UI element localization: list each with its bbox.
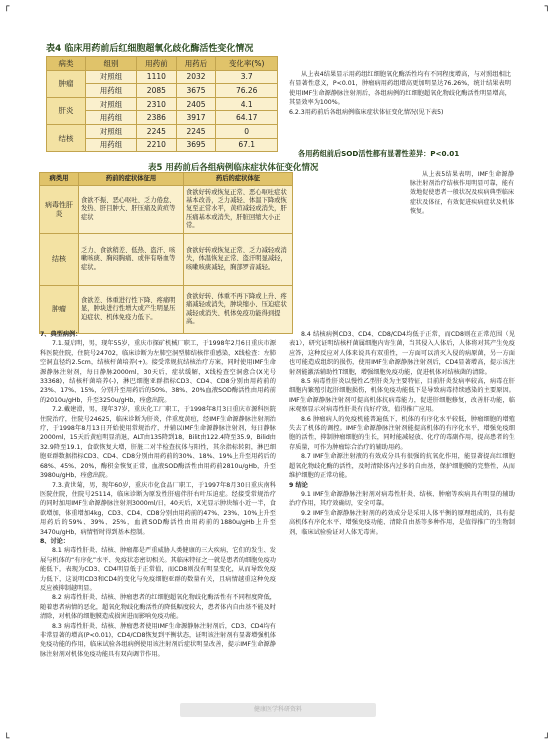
table-cell: 对照组 [86,124,137,138]
paragraph: 9.1 IMF生命源静脉注射剂对病毒性肝炎、结核、肿瘤等疾病具有明显的辅助治疗作用，其疗效确切，安全可靠。 [289,490,515,508]
table-cell: 食欲不振、恶心呕吐、乏力倦怠、发热、肝目肿大、肝压痛及黄疸等症状 [79,186,184,234]
table-cell: 2032 [176,70,216,84]
paragraph: 从上表4结果显示用药组红细胞氧化酶活性均有不同程度增高，与对照组相比有显著性意义，P<0.01，肿瘤病用药组增高更加明显达76.26%，统计结果表明使用IMF生命源静脉注射剂后，各组病例的红细胞超氧化物歧化酶活性明显增高，其显效率为100%。 [289,71,511,107]
table4-header: 用药前 [137,57,177,71]
crop-mark-bottom-left: └ [4,734,10,744]
table-cell: 67.1 [216,138,278,152]
table4-group: 肝炎 [47,97,86,124]
footer-banner [180,703,376,717]
crop-mark-bottom-right: ┘ [544,734,550,744]
table-cell: 对照组 [86,97,137,111]
table5-header-row [40,173,293,186]
table4-header: 病类 [47,57,86,71]
table-cell: 食欲好转或恢复正常、乏力减轻或消失，体温恢复正常、盗汗明显减轻，咳嗽咳痰减轻，胸部罗音减轻。 [184,234,293,286]
table-cell: 食欲好转或恢复正常、恶心呕吐症状基本改善，乏力减轻、体温下降或恢复至正常水平，黄疸减轻或消失，肝压痛基本或消失，肝脏回缩大小正常。 [184,186,293,234]
paragraph: 7.3.黄世菊，男，现年60岁，重庆市化食品厂职工，于1997年8月30日重庆南科医院住院，住院号25114，临床诊断为原发性肝癌伴肝右叶压迫症。经接受常规治疗的同时加用IMF生命源静脉注射剂3000ml/日，40天后，X光显示肿块缩小近一半，食欲增加，体重增加4kg，CD3、CD4、CD8分别由用药前的47%、23%、10%上升至用药后的59%、39%、25%，血液SOD酶活性由用药前的1880u/gHb上升至3470u/gHb，病情暂时得到基本控制。 [40,481,276,536]
paragraph: 从上表5结果表明，IMF生命源静脉注射剂治疗结核作用明显可靠，能有效地促使患者一般状况及疾病典型临床症状及体征，有效促进疾病症状及机体恢复。 [410,171,514,215]
section-heading: 8、讨论： [40,537,70,545]
table-cell: 乏力、食欲稍差、低热、盗汗、咳嗽咳痰、胸闷胸痛、或伴有咯血等症状。 [79,234,184,286]
crop-mark-top-right: ┐ [544,2,550,12]
table-row [40,286,293,334]
paragraph: 8.5 病毒性肝炎以慢性乙型肝炎为主要特征，目前肝炎发病率较高，病毒在肝细胞内繁殖引起肝细胞损伤，机体免疫功能低下是导致病毒持续感染的主要原因。IMF生命源静脉注射剂可提高机体抗病毒能力，促进肝细胞修复，改善肝功能，临床观察显示对病毒性肝炎有良好疗效，值得推广应用。 [289,378,515,414]
table-cell: 1110 [137,70,177,84]
paragraph: 8.1 病毒性肝炎、结核、肿瘤都是严重威胁人类健康的三大疾病，它们的发生、发展与机体的“有序化”水平、免疫状态密切相关。其临床特征之一就是患者的细胞免疫功能低下，表现为CD3、CD4明显低于正常值，而CD8则没有明显变化，从而导致免疫力低下，这说明CD3和CD4的变化与免疫细胞亚群的数量有关，且病情越重这种免疫反应被抑制越明显。 [40,547,276,592]
table-cell: 3675 [176,84,216,98]
table-cell: 2245 [176,124,216,138]
table5-disease: 肿瘤 [40,286,79,334]
table5-title: 表5 用药前后各组病例临床症状体征变化情况 [148,163,319,173]
paragraph: 8.4 结核病例CD3、CD4、CD8/CD4均低于正常，而CD8则在正常范围（见表1），研究证明结核杆菌属细胞内寄生菌，当其侵入人体后，人体将对其产生免疫应答，这种反应对人体来说具有双重性，一方面可以消灭入侵的病原菌，另一方面也可能造成组织的损伤，使用IMF生命源静脉注射剂后，CD4显著增高，提示该注射剂能激活辅助性T细胞，增强细胞免疫功能，促进机体对结核菌的清除。 [289,331,515,376]
table4 [46,56,278,152]
right-top-text [289,70,511,117]
table4-group: 结核 [47,124,86,151]
table4-group: 肿瘤 [47,70,86,97]
table-cell: 2405 [176,97,216,111]
table-row [47,97,278,111]
table-row [40,234,293,286]
table5-significance-note: 各用药组前后SOD活性都有显著性差异：P<0.01 [298,149,460,158]
table4-header-row [47,57,278,71]
table4-header: 用药后 [176,57,216,71]
table4-title: 表4 临床用药前后红细胞超氧化歧化酶活性变化情况 [46,44,254,54]
table5 [39,172,293,334]
table-cell: 0 [216,124,278,138]
table5-header: 药后的症状体征 [184,173,293,186]
section-heading: 9 结论 [289,481,308,489]
table4-header: 组别 [86,57,137,71]
paragraph: 8.2 病毒性肝炎、结核、肿瘤患者的红细胞超氧化物歧化酶活性有不同程度降低，随着患者病情的恶化，超氧化物歧化酶活性的降低幅度较大，患者体内自由基不能及时清除，对机体的细胞膜造成损害进而影响免疫功能。 [40,594,276,621]
table-row [47,70,278,84]
table-cell: 3917 [176,111,216,125]
table-cell: 3.7 [216,70,278,84]
table5-disease: 病毒性肝炎 [40,186,79,234]
table-cell: 用药组 [86,138,137,152]
table5-header: 病类用 [40,173,79,186]
table-cell: 76.26 [216,84,278,98]
table-cell: 64.17 [216,111,278,125]
table-cell: 3695 [176,138,216,152]
paragraph: 8.6 肿瘤病人的免疫机能普遍低下，机体的有序化水平较低，肿瘤细胞的增殖失去了机体的调控。IMF生命源静脉注射剂能提高机体的有序化水平，增强免疫细胞的活性，抑制肿瘤细胞的生长，同时能减轻放、化疗的毒副作用，提高患者的生存质量，可作为肿瘤综合治疗的辅助用药。 [289,415,515,451]
table-row [47,124,278,138]
table-cell: 2310 [137,97,177,111]
paragraph: 9.2 IMF生命源静脉注射剂的药效成分是采用人体平衡的原理组成的，具有提高机体有序化水平、增强免疫功能、清除自由基等多种作用，是值得推广的生物制剂，临床试验验证对人体无毒害。 [289,509,515,536]
paragraph: 6.2.3用药前后各组病例临床症状体征变化情况(见下表5) [289,108,444,116]
section-heading: 7、典型病例： [40,331,82,338]
table5-disease: 结核 [40,234,79,286]
right-column [289,330,515,686]
table-cell: 4.1 [216,97,278,111]
left-column [40,330,276,686]
paragraph: 8.3 病毒性肝炎、结核、肿瘤患者使用IMF生命源静脉注射剂后，CD3、CD4均有非常显著的增高(P<0.01)，CD4/CD8恢复到平衡状态，证明该注射剂有显著增强机体免疫功能的作用，临床试验各组病例使用该注射剂后症状明显改善，提示IMF生命源静脉注射剂对机体免疫功能具有双向调节作用。 [40,622,276,658]
table-cell: 2386 [137,111,177,125]
paragraph: 7.1.聂启明，男，现年55岁，重庆市探矿机械厂职工，于1998年2月6日重庆市源科医院住院，住院号24702，临床诊断为左肺空洞型肺结核伴重感染，X线检查：左肺空洞直径约2.5cm，结核杆菌培养(+)。接受常规抗结核治疗方案，同时使用IMF生命源静脉注射剂，每日静脉2000ml，30天后，症状缓解，X线检查空洞愈合(X光号33368)，结核杆菌培养(-)，淋巴细胞亚群指标CD3、CD4、CD8分别由用药前的23%、17%、15%，分别升至用药后的50%、38%、20%血液SOD酶活性由用药前的2010u/gHb，升至3250u/gHb，痊愈出院。 [40,340,276,404]
table-cell: 食欲好转、体重不再下降或上升、疼痛减轻或消失，肿块缩小、压迫症状减轻或消失、机体免疫功能得到提高。 [184,286,293,334]
table-cell: 2210 [137,138,177,152]
table-row [40,186,293,234]
table-cell: 对照组 [86,70,137,84]
footer-text: 健康医学科研资料 [253,706,302,713]
table-cell: 食欲差、体重进行性下降、疼痛明显，肿块进行性增大或产生明显压迫症状、机体免疫力低下。 [79,286,184,334]
right-mid-text [410,170,514,216]
paragraph: 8.7 IMF生命源注射液的有效成分具有很强的抗氧化作用，能显著提高红细胞超氧化物歧化酶的活性，及时清除体内过多的自由基，保护细胞膜的完整性，从而维护细胞的正常功能。 [289,453,515,480]
crop-mark-top-left: ┌ [4,2,10,12]
paragraph: 7.2.戴建滑，男，现年37岁，重庆化工厂职工，于1998年8月3日重庆市源科医院住院治疗，住院号24625，临床诊断为肝炎，伴重度黄疸，经IMF生命源静脉注射剂治疗，于1998年8月13日开始使用常规治疗，并辅以IMF生命源静脉注射剂，每日静脉2000ml，15天后黄疸明显消退，ALT由135降到18，Bilit由122.4降至35.9，Bilid由32.9降至19.1，食欲恢复大增，肝脏二对半检查抗体与阳性，其余指标转阴，淋巴细胞亚群数据指标CD3、CD4、CD8分别由用药前的30%、18%、19%上升至用药后的68%、45%、20%，酶积金恢复正常，血液SOD酶活性由用药前2810u/gHb，升至3980u/gHb，痊愈出院。 [40,406,276,480]
table4-header: 变化率(%) [216,57,278,71]
table-cell: 2245 [137,124,177,138]
table-cell: 2085 [137,84,177,98]
table-cell: 用药组 [86,111,137,125]
table5-header: 药前的症状体征用 [79,173,184,186]
table-cell: 用药组 [86,84,137,98]
